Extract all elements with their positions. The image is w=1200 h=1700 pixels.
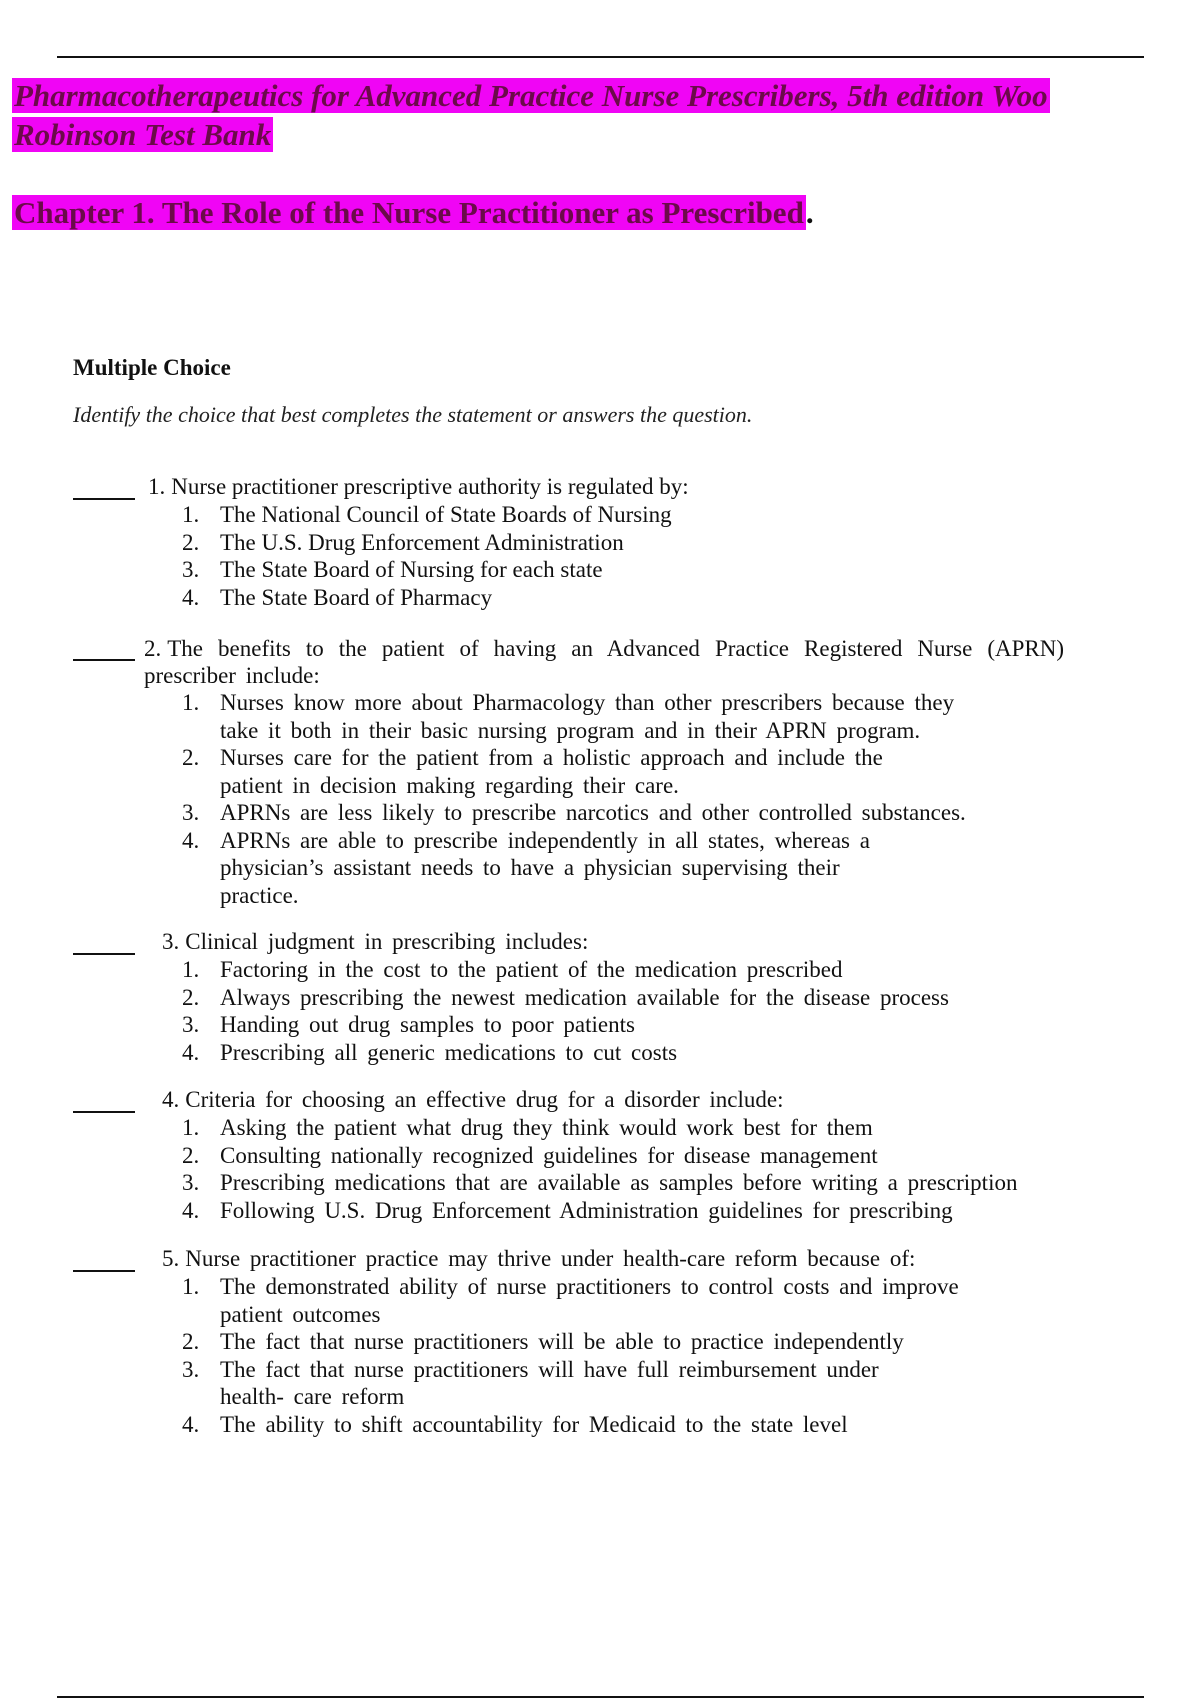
option-number: 2.	[182, 529, 200, 555]
question-stem	[162, 1086, 1062, 1113]
option-number: 3.	[182, 557, 200, 582]
option-item	[182, 1328, 1062, 1356]
option-number: 1.	[182, 1274, 200, 1299]
option-number: 2.	[182, 984, 200, 1010]
option-item	[182, 584, 1002, 612]
question-text: Criteria for choosing an effective drug for a disorder include:	[185, 1087, 784, 1112]
option-number: 1.	[182, 957, 200, 982]
chapter-title-period: .	[805, 195, 814, 230]
option-text: Following U.S. Drug Enforcement Administration guidelines for prescribing	[220, 1197, 953, 1223]
section-heading: Multiple Choice	[73, 355, 231, 380]
option-number: 1.	[182, 1115, 200, 1140]
book-title-text: Pharmacotherapeutics for Advanced Practice Nurse Prescribers, 5th edition Woo Robinson Test Bank	[14, 78, 1048, 152]
instructions: Identify the choice that best completes the statement or answers the question.	[73, 402, 753, 427]
options-list	[182, 689, 1012, 909]
option-text: The demonstrated ability of nurse practitioners to control costs and improve patient outcomes	[220, 1274, 959, 1327]
option-text: The ability to shift accountability for Medicaid to the state level	[220, 1411, 848, 1437]
option-text: Always prescribing the newest medication available for the disease process	[220, 984, 949, 1010]
option-text: The fact that nurse practitioners will be able to practice independently	[220, 1329, 904, 1354]
answer-blank[interactable]	[73, 498, 135, 500]
option-item	[182, 744, 1012, 799]
option-item	[182, 1169, 1082, 1197]
option-item	[182, 1142, 1082, 1170]
option-text: Nurses know more about Pharmacology than other prescribers because they take it both in their basic nursing program and in their APRN program.	[220, 690, 955, 743]
question-number: 3.	[162, 929, 180, 954]
option-number: 1.	[182, 502, 200, 527]
option-number: 3.	[182, 1356, 200, 1382]
answer-blank[interactable]	[73, 659, 135, 661]
option-item	[182, 529, 1002, 557]
option-item	[182, 1114, 1082, 1142]
option-item	[182, 956, 1062, 984]
option-number: 2.	[182, 1142, 200, 1168]
question-number: 2.	[144, 636, 162, 661]
question-stem	[162, 928, 1062, 955]
option-text: Factoring in the cost to the patient of the medication prescribed	[220, 957, 843, 982]
option-item	[182, 1197, 1082, 1225]
question-stem	[162, 1245, 1062, 1272]
question-stem	[148, 473, 1048, 500]
option-text: Prescribing all generic medications to cut costs	[220, 1039, 678, 1065]
options-list	[182, 1114, 1082, 1224]
option-item	[182, 984, 1062, 1012]
option-item	[182, 827, 1012, 910]
chapter-title-text: Chapter 1. The Role of the Nurse Practitioner as Prescribed	[14, 195, 804, 230]
option-item	[182, 799, 1012, 827]
options-list	[182, 501, 1002, 611]
option-number: 1.	[182, 690, 200, 715]
question-number: 4.	[162, 1087, 180, 1112]
option-text: Prescribing medications that are available as samples before writing a prescription	[220, 1170, 1018, 1195]
option-text: Nurses care for the patient from a holistic approach and include the patient in decision making regarding their care.	[220, 745, 883, 798]
answer-blank[interactable]	[73, 953, 135, 955]
question-text: The benefits to the patient of having an Advanced Practice Registered Nurse (APRN) prescriber include:	[144, 636, 1064, 688]
option-number: 4.	[182, 1197, 200, 1223]
option-text: The U.S. Drug Enforcement Administration	[220, 529, 624, 555]
option-number: 3.	[182, 1012, 200, 1037]
option-item	[182, 1011, 1062, 1039]
option-text: The National Council of State Boards of Nursing	[220, 502, 672, 527]
option-number: 4.	[182, 827, 200, 853]
option-item	[182, 1273, 1062, 1328]
option-item	[182, 1356, 1062, 1411]
option-text: The State Board of Pharmacy	[220, 584, 493, 610]
option-text: APRNs are able to prescribe independently in all states, whereas a physician’s assistant needs to have a physician supervising their practice.	[220, 827, 870, 908]
option-number: 4.	[182, 584, 200, 610]
question-number: 1.	[148, 474, 166, 499]
book-title	[12, 76, 1132, 154]
question-number: 5.	[162, 1246, 180, 1271]
question-text: Nurse practitioner practice may thrive under health-care reform because of:	[185, 1246, 916, 1271]
option-number: 3.	[182, 1170, 200, 1195]
question-text: Nurse practitioner prescriptive authority is regulated by:	[171, 474, 689, 499]
bottom-rule	[57, 1696, 1144, 1698]
question-stem	[144, 635, 1064, 689]
answer-blank[interactable]	[73, 1270, 135, 1272]
option-item	[182, 556, 1002, 584]
option-text: The State Board of Nursing for each state	[220, 557, 603, 582]
option-item	[182, 501, 1002, 529]
options-list	[182, 956, 1062, 1066]
chapter-title	[12, 193, 814, 233]
option-number: 2.	[182, 1329, 200, 1354]
question-text: Clinical judgment in prescribing includes:	[185, 929, 589, 954]
options-list	[182, 1273, 1062, 1438]
top-rule	[57, 56, 1144, 58]
option-text: The fact that nurse practitioners will have full reimbursement under health- care reform	[220, 1356, 879, 1409]
option-item	[182, 689, 1012, 744]
option-number: 4.	[182, 1411, 200, 1437]
option-text: APRNs are less likely to prescribe narcotics and other controlled substances.	[220, 800, 966, 825]
option-text: Asking the patient what drug they think would work best for them	[220, 1115, 873, 1140]
option-item	[182, 1411, 1062, 1439]
option-text: Consulting nationally recognized guidelines for disease management	[220, 1142, 878, 1168]
option-number: 3.	[182, 800, 200, 825]
option-number: 2.	[182, 745, 200, 770]
option-text: Handing out drug samples to poor patients	[220, 1012, 635, 1037]
option-item	[182, 1039, 1062, 1067]
answer-blank[interactable]	[73, 1111, 135, 1113]
option-number: 4.	[182, 1039, 200, 1065]
